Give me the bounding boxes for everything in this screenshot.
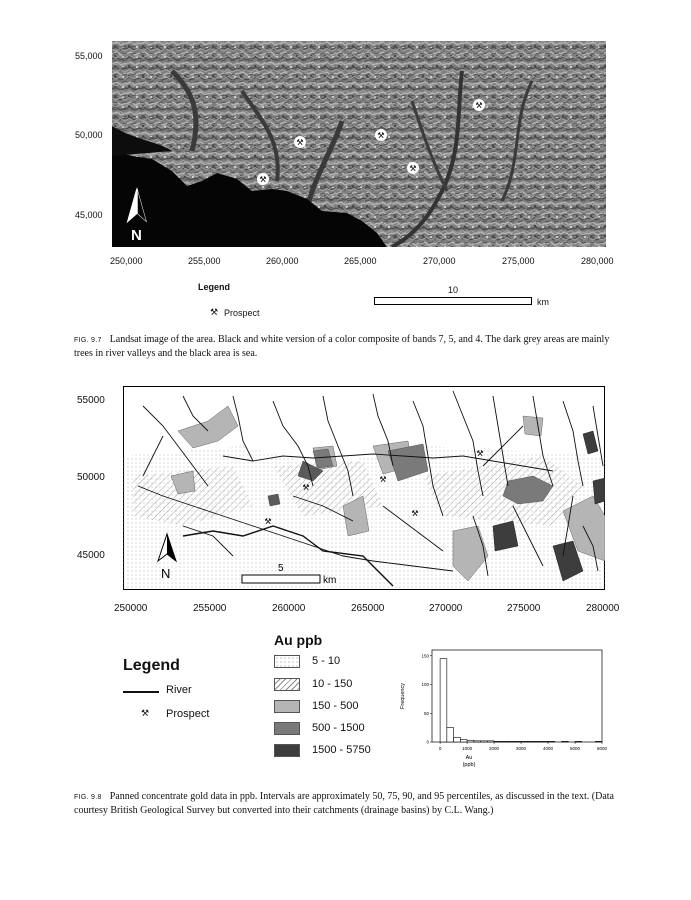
histogram-bar [460, 740, 467, 742]
x-tick-label: 3000 [516, 746, 527, 751]
svg-text:⚒: ⚒ [296, 138, 304, 147]
fig97-y-tick-55000: 55,000 [75, 51, 103, 61]
fig97-x-tick: 250,000 [110, 256, 143, 266]
prospect-icon: ⚒ [411, 509, 419, 518]
fig98-legend-title: Legend [123, 657, 180, 674]
fig97-y-tick-50000: 50,000 [75, 130, 103, 140]
y-tick-label: 0 [426, 739, 429, 745]
histogram-frame [432, 650, 602, 742]
fig98-y-tick-45000: 45000 [77, 550, 105, 561]
svg-text:⚒: ⚒ [475, 101, 483, 110]
fig97-x-tick: 260,000 [266, 256, 299, 266]
svg-text:⚒: ⚒ [259, 175, 267, 184]
au-class-swatch-1 [274, 655, 300, 668]
prospect-icon: ⚒ [476, 449, 484, 458]
histogram-bar [514, 741, 521, 742]
fig97-caption-number: FIG. 9.7 [74, 337, 102, 344]
fig98-scale-bar [242, 575, 320, 583]
fig98-y-tick-50000: 50000 [77, 472, 105, 483]
fig97-scale-value: 10 [448, 285, 459, 295]
au-class-swatch-3 [274, 700, 300, 713]
fig97-x-tick: 280,000 [581, 256, 614, 266]
x-tick-label: 2000 [489, 746, 500, 751]
fig98-x-tick: 255000 [193, 603, 227, 614]
prospect-icon [294, 136, 306, 148]
svg-text:⚒: ⚒ [409, 164, 417, 173]
x-tick-label: 4000 [543, 746, 554, 751]
prospect-icon [375, 129, 387, 141]
histogram-bar [474, 741, 481, 742]
histogram-bar [447, 728, 454, 742]
au-class-label: 150 - 500 [312, 700, 359, 712]
histogram-bar [541, 741, 548, 742]
histogram-bar [440, 659, 447, 742]
fig97-x-tick: 255,000 [188, 256, 221, 266]
fig97-scale-bar [374, 297, 532, 305]
histogram-bar [481, 741, 488, 742]
histogram-bar [467, 740, 474, 742]
fig98-x-tick: 265000 [351, 603, 385, 614]
svg-text:⚒: ⚒ [377, 131, 385, 140]
prospect-legend-icon: ⚒ [141, 708, 150, 718]
x-tick-label: 0 [438, 746, 442, 751]
histogram-bar [528, 741, 535, 742]
au-class-swatch-5 [274, 744, 300, 757]
fig98-scale-unit: km [323, 575, 337, 586]
fig98-x-tick: 275000 [507, 603, 541, 614]
prospect-icon [407, 162, 419, 174]
fig98-scale-value: 5 [278, 563, 284, 574]
fig98-north-label: N [161, 566, 171, 581]
fig98-caption [74, 790, 634, 817]
histogram-bar [487, 741, 494, 742]
fig98-x-tick: 260000 [272, 603, 306, 614]
fig97-x-tick: 270,000 [423, 256, 456, 266]
au-class-swatch-4 [274, 722, 300, 735]
prospect-legend-icon: ⚒ [210, 307, 219, 317]
au-class-label: 500 - 1500 [312, 722, 365, 734]
fig97-north-label: N [131, 227, 142, 244]
fig97-x-tick: 275,000 [502, 256, 535, 266]
histogram-bar [548, 741, 555, 742]
y-axis-label: Frequency [400, 683, 406, 709]
prospect-icon [473, 99, 485, 111]
x-tick-label: 5000 [570, 746, 581, 751]
au-histogram [394, 644, 609, 776]
histogram-bar [535, 741, 542, 742]
y-tick-label: 50 [423, 710, 429, 716]
fig98-caption-number: FIG. 9.8 [74, 794, 102, 801]
fig97-x-tick: 265,000 [344, 256, 377, 266]
fig97-legend-title: Legend [198, 282, 231, 292]
histogram-bar [508, 741, 515, 742]
histogram-bar [595, 741, 602, 742]
au-legend-title: Au ppb [274, 632, 323, 648]
prospect-icon: ⚒ [264, 517, 272, 526]
histogram-bar [575, 741, 582, 742]
river-legend-line [123, 691, 159, 693]
x-tick-label: 6000 [596, 746, 608, 751]
au-class-swatch-2 [274, 678, 300, 691]
prospect-icon [257, 173, 269, 185]
histogram-bar [501, 741, 508, 742]
histogram-bar [562, 741, 569, 742]
fig98-legend-river: River [166, 684, 192, 696]
prospect-icon: ⚒ [379, 475, 387, 484]
y-tick-label: 150 [421, 653, 429, 659]
fig98-legend-prospect: Prospect [166, 708, 210, 720]
au-class-label: 1500 - 5750 [312, 744, 371, 756]
fig98-caption-text: Panned concentrate gold data in ppb. Intervals are approximately 50, 75, 90, and 95 percentiles, as discussed in the text. (Data courtesy British Geological Survey but converted into their catchments (drainage basins) by C.L. Wang.) [74, 791, 614, 816]
x-tick-label: 1000 [462, 746, 473, 751]
fig98-x-tick: 250000 [114, 603, 148, 614]
gold-catchment-map [123, 386, 605, 590]
histogram-bar [494, 741, 501, 742]
fig97-scale-unit: km [537, 297, 549, 307]
fig97-y-tick-45000: 45,000 [75, 210, 103, 220]
fig97-caption-text: Landsat image of the area. Black and white version of a color composite of bands 7, 5, and 4. The dark grey areas are mainly trees in river valleys and the black area is sea. [74, 334, 610, 359]
fig98-x-tick: 270000 [429, 603, 463, 614]
fig98-y-tick-55000: 55000 [77, 395, 105, 406]
landsat-image [112, 41, 606, 247]
fig97-legend-prospect: Prospect [224, 308, 260, 318]
y-tick-label: 100 [421, 682, 429, 687]
histogram-bar [454, 737, 461, 742]
prospect-icon: ⚒ [302, 483, 310, 492]
fig97-caption [74, 333, 622, 360]
au-class-label: 5 - 10 [312, 655, 341, 667]
fig98-x-tick: 280000 [586, 603, 620, 614]
x-axis-label: Au [465, 755, 473, 761]
histogram-bar [521, 741, 528, 742]
x-axis-label-unit: (ppb) [462, 762, 476, 768]
au-class-label: 10 - 150 [312, 678, 353, 690]
